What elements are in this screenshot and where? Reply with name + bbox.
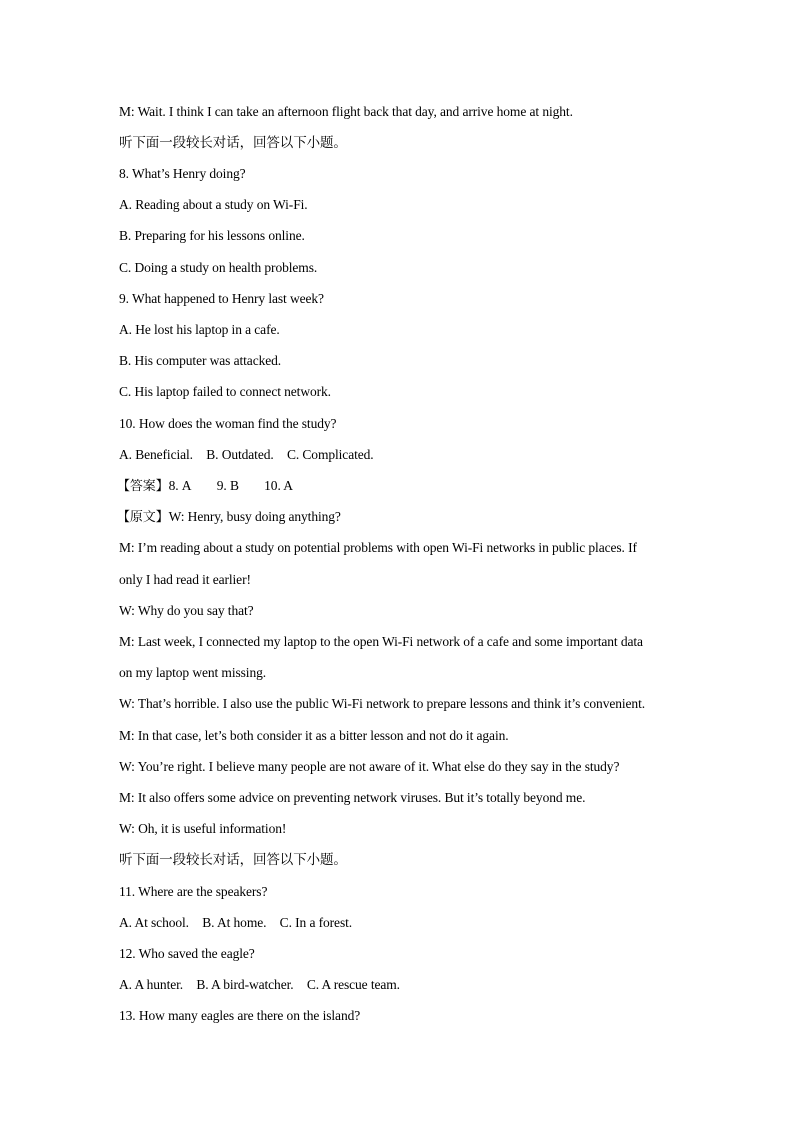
q12-options: [119, 976, 719, 994]
question-12: 12. Who saved the eagle?: [119, 946, 255, 961]
answer-line: [117, 477, 717, 496]
section-instruction: 听下面一段较长对话，回答以下小题。: [119, 135, 347, 150]
question-9: 9. What happened to Henry last week?: [119, 291, 324, 306]
transcript-label: 【原文】: [117, 510, 169, 525]
q12-option-b: B. A bird-watcher.: [196, 977, 294, 992]
transcript-line: M: Last week, I connected my laptop to the open Wi-Fi network of a cafe and some important data: [119, 634, 643, 649]
dialogue-line: M: Wait. I think I can take an afternoon flight back that day, and arrive home at night.: [119, 104, 573, 119]
transcript-line: W: That’s horrible. I also use the public Wi-Fi network to prepare lessons and think it’s convenient.: [119, 696, 645, 711]
q11-options: [119, 914, 719, 932]
q10-option-c: C. Complicated.: [286, 447, 374, 462]
q12-option-c: C. A rescue team.: [306, 977, 400, 992]
q8-option-a: A. Reading about a study on Wi-Fi.: [119, 197, 308, 212]
transcript-line: M: It also offers some advice on preventing network viruses. But it’s totally beyond me.: [119, 790, 586, 805]
transcript-line: W: Oh, it is useful information!: [119, 821, 287, 836]
answer-10: 10. A: [264, 478, 293, 493]
q8-option-c: C. Doing a study on health problems.: [119, 260, 318, 275]
answer-label: 【答案】: [117, 479, 169, 494]
q8-option-b: B. Preparing for his lessons online.: [119, 228, 305, 243]
transcript-line: M: I’m reading about a study on potential problems with open Wi-Fi networks in public places. If: [119, 540, 637, 555]
q9-option-a: A. He lost his laptop in a cafe.: [119, 322, 280, 337]
transcript-line: only I had read it earlier!: [119, 572, 251, 587]
q10-option-a: A. Beneficial.: [119, 447, 193, 462]
section-instruction: 听下面一段较长对话，回答以下小题。: [119, 852, 347, 867]
transcript-line: M: In that case, let’s both consider it as a bitter lesson and not do it again.: [119, 728, 509, 743]
q10-option-b: B. Outdated.: [206, 447, 274, 462]
question-13: 13. How many eagles are there on the island?: [119, 1008, 361, 1023]
transcript-line: on my laptop went missing.: [119, 665, 267, 680]
transcript-first: W: Henry, busy doing anything?: [168, 509, 341, 524]
question-8: 8. What’s Henry doing?: [119, 166, 246, 181]
answer-9: 9. B: [216, 478, 239, 493]
q10-options: [119, 446, 719, 464]
q12-option-a: A. A hunter.: [119, 977, 184, 992]
q11-option-b: B. At home.: [202, 915, 267, 930]
answer-8: 8. A: [168, 478, 192, 493]
transcript-first-line: [117, 508, 717, 527]
q11-option-c: C. In a forest.: [279, 915, 353, 930]
q9-option-c: C. His laptop failed to connect network.: [119, 384, 331, 399]
transcript-line: W: You’re right. I believe many people are not aware of it. What else do they say in the study?: [119, 759, 620, 774]
question-10: 10. How does the woman find the study?: [119, 416, 337, 431]
q11-option-a: A. At school.: [119, 915, 189, 930]
transcript-line: W: Why do you say that?: [119, 603, 254, 618]
q9-option-b: B. His computer was attacked.: [119, 353, 282, 368]
question-11: 11. Where are the speakers?: [119, 884, 268, 899]
